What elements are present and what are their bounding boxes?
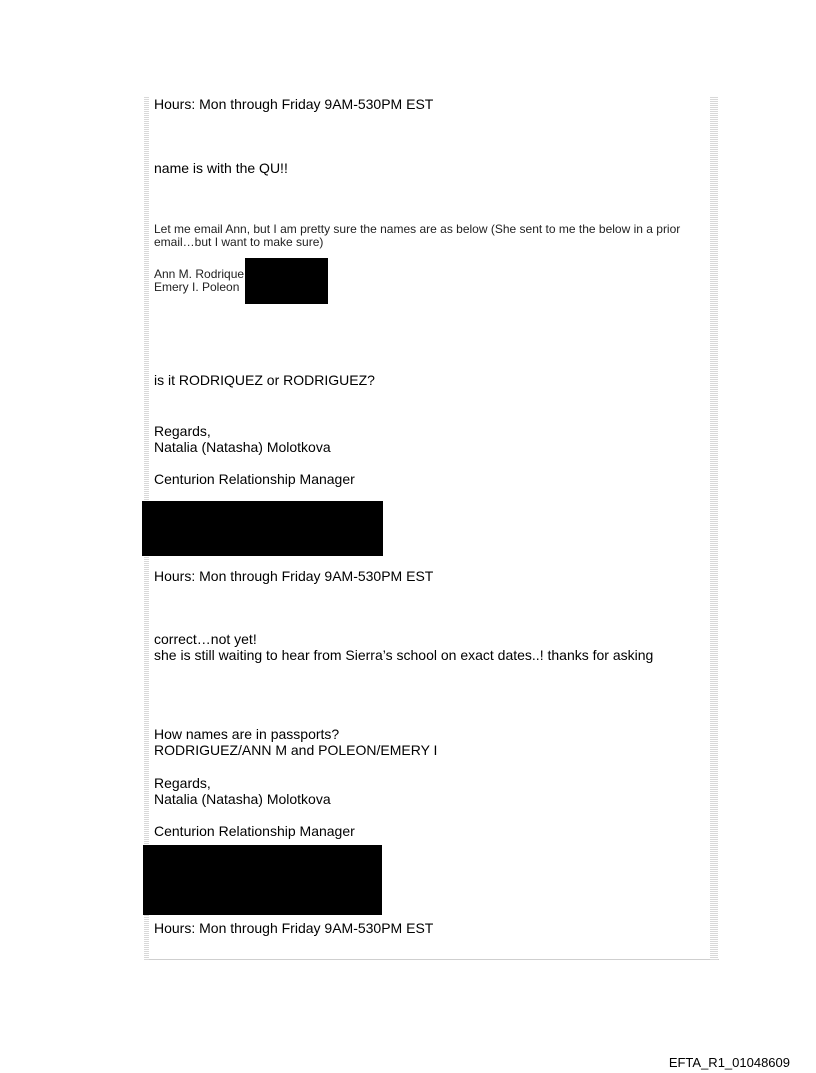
name-emery: Emery I. Poleon [154,280,240,294]
redaction-block-2 [142,501,383,556]
hours-line-2: Hours: Mon through Friday 9AM-530PM EST [154,568,434,584]
correct-line: correct…not yet! [154,631,257,647]
sender-title-1: Centurion Relationship Manager [154,471,355,487]
regards-1: Regards, [154,423,211,439]
document-id: EFTA_R1_01048609 [668,1055,790,1070]
let-me-email-line-1: Let me email Ann, but I am pretty sure the names are as below (She sent to me the below in a prior [154,222,681,236]
sender-name-2: Natalia (Natasha) Molotkova [154,791,331,807]
redaction-block-1 [245,258,328,304]
hours-line-3: Hours: Mon through Friday 9AM-530PM EST [154,920,434,936]
quote-rule-right [710,96,718,960]
sender-title-2: Centurion Relationship Manager [154,823,355,839]
redaction-block-3 [143,845,382,915]
name-ann: Ann M. Rodrique [154,267,245,281]
hours-line-1: Hours: Mon through Friday 9AM-530PM EST [154,96,434,112]
spelling-question: is it RODRIQUEZ or RODRIGUEZ? [154,372,375,388]
sender-name-1: Natalia (Natasha) Molotkova [154,439,331,455]
waiting-line: she is still waiting to hear from Sierra’s school on exact dates..! thanks for asking [154,647,654,663]
let-me-email-line-2: email…but I want to make sure) [154,235,324,249]
name-qu-line: name is with the QU!! [154,160,288,176]
passport-question: How names are in passports? [154,726,340,742]
passport-names: RODRIGUEZ/ANN M and POLEON/EMERY I [154,742,438,758]
regards-2: Regards, [154,775,211,791]
